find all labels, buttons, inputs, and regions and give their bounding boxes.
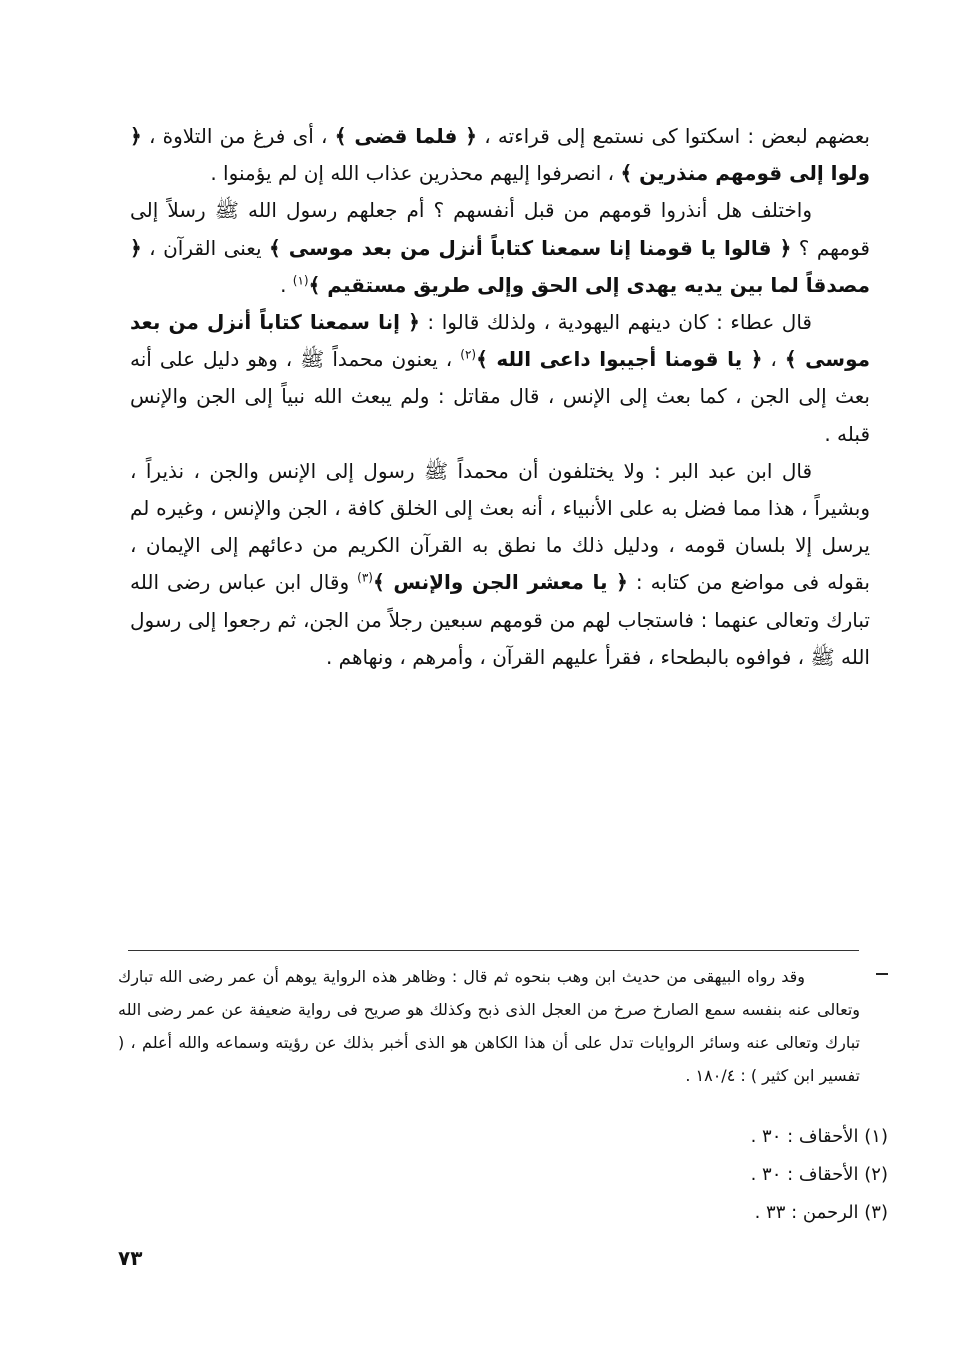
text-run: . bbox=[280, 272, 293, 297]
text-run: ، bbox=[762, 347, 785, 372]
footnote-list bbox=[500, 1118, 888, 1232]
paragraph-2 bbox=[130, 192, 870, 304]
footnote-separator bbox=[128, 950, 859, 951]
footnote-text: وقد رواه البيهقى من حديث ابن وهب بنحوه ثم قال : وظاهر هذه الرواية يوهم أن عمر رضى الله تبارك وتعالى عنه بنفسه سمع الصارخ صرخ من العجل الذى ذبح وكذلك هو صريح فى رواية ضعيفة عن عمر رضى الله تبارك وتعالى عنه وسائر الروايات تدل على أن هذا الكاهن هو الذى أخبر بذلك عن رؤيته وسماعه والله أعلم ، ( تفسير ابن كثير ) : ١٨٠/٤ . bbox=[118, 967, 860, 1085]
quran-quote: ﴿ ولوا إلى قومهم منذرين ﴾ bbox=[130, 124, 870, 186]
paragraph-1 bbox=[130, 118, 870, 192]
text-run: ، يعنون محمداً ﷺ ، وهو دليل على أنه بعث إلى الجن ، كما بعث إلى الإنس ، قال مقاتل : ولم يبعث الله نبياً إلى الجن والإنس قبله . bbox=[130, 347, 870, 446]
main-text bbox=[130, 118, 870, 676]
paragraph-3 bbox=[130, 304, 870, 453]
quran-quote: ﴿ قالوا يا قومنا إنا سمعنا كتاباً أنزل من بعد موسى ﴾ bbox=[268, 235, 792, 260]
page-number: ٧٣ bbox=[118, 1246, 143, 1270]
footnote-continuation bbox=[118, 960, 860, 1092]
quran-quote: ﴿ يا معشر الجن والإنس ﴾ bbox=[372, 570, 628, 595]
footnote-ref: (١) bbox=[292, 273, 309, 288]
footnote-ref: (٢) bbox=[460, 347, 477, 362]
quran-quote: ﴿ يا قومنا أجيبوا داعى الله ﴾ bbox=[476, 347, 763, 372]
footnote-item: (٣) الرحمن : ٣٣ . bbox=[754, 1202, 888, 1223]
text-run: قال ابن عبد البر : ولا يختلفون أن محمداً ﷺ رسول إلى الإنس والجن ، نذيراً ، وبشيراً ، هذا مما فضل به على الأنبياء ، أنه بعث إلى الخلق كافة ، الجن والإنس ، وغيره لم يرسل إلا بلسان قومه ، ودليل ذلك ما نطق به القرآن الكريم من دعائهم إلى الإيمان ، بقوله فى مواضع من كتابه : bbox=[130, 458, 870, 595]
quran-quote: ﴿ إنا سمعنا كتاباً أنزل من بعد موسى ﴾ bbox=[130, 310, 871, 372]
text-run: وقال ابن عباس رضى الله تبارك وتعالى عنهما : فاستجاب لهم من قومهم سبعين رجلاً من الجن، ثم رجعوا إلى رسول الله ﷺ ، فوافوه بالبطحاء ، فقرأ عليهم القرآن ، وأمرهم ، ونهاهم . bbox=[130, 570, 870, 669]
text-run: واختلف هل أنذروا قومهم من قبل أنفسهم ؟ أم جعلهم رسول الله ﷺ رسلاً إلى قومهم ؟ bbox=[130, 198, 870, 260]
text-run: قال عطاء : كان دينهم اليهودية ، ولذلك قالوا : bbox=[419, 310, 812, 335]
footnote-item: (١) الأحقاف : ٣٠ . bbox=[750, 1126, 888, 1147]
quran-quote: ﴿ فلما قضى ﴾ bbox=[334, 124, 477, 148]
footnote-item: (٢) الأحقاف : ٣٠ . bbox=[750, 1164, 888, 1185]
continuation-marker bbox=[876, 973, 888, 975]
text-run: يعنى القرآن ، bbox=[141, 235, 269, 260]
text-run: ، أى فرغ من التلاوة ، bbox=[141, 124, 335, 148]
quran-quote: ﴿ مصدقاً لما بين يديه يهدى إلى الحق وإلى طريق مستقيم ﴾ bbox=[130, 235, 870, 297]
paragraph-4 bbox=[130, 453, 870, 676]
text-run: بعضهم لبعض : اسكتوا كى نستمع إلى قراءته ، bbox=[476, 124, 870, 148]
text-run: ، انصرفوا إليهم محذرين عذاب الله إن لم يؤمنوا . bbox=[210, 161, 621, 186]
footnote-ref: (٣) bbox=[357, 570, 373, 585]
